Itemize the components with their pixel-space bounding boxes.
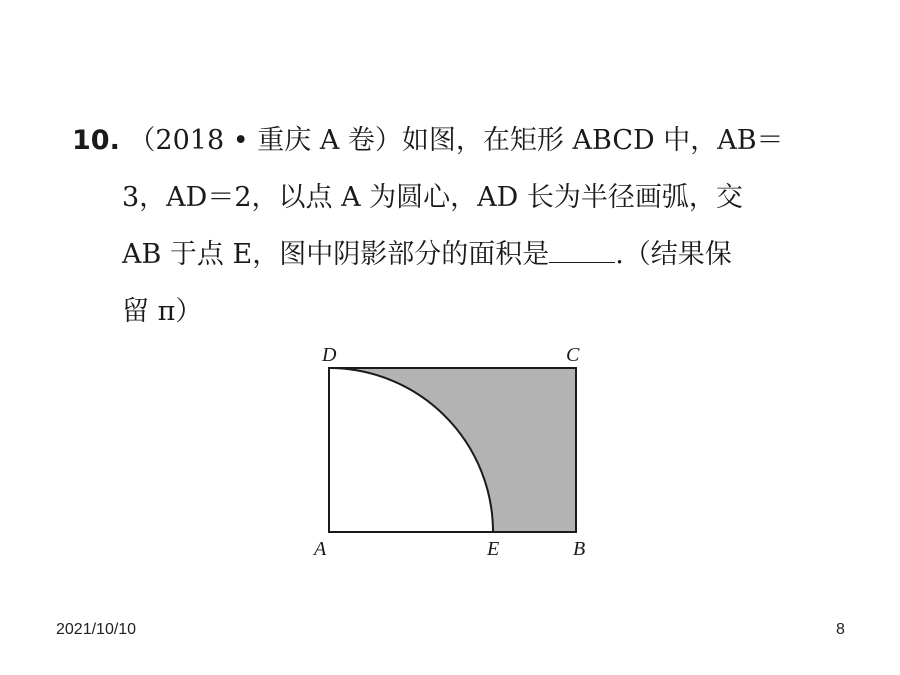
question-text-line-2: 3，AD＝2，以点 A 为圆心，AD 长为半径画弧，交 [122,182,743,213]
question-line-1 [72,112,842,169]
label-b: B [573,538,586,560]
page-number: 8 [836,621,845,638]
question-text-line-1: （2018 • 重庆 A 卷）如图，在矩形 ABCD 中，AB＝ [128,125,784,156]
footer-date: 2021/10/10 [56,621,137,638]
label-d: D [322,344,337,366]
label-c: C [566,344,580,366]
question-line-4 [72,283,842,340]
question-text-line-3b: .（结果保 [615,239,732,270]
shaded-region [329,368,576,532]
question-text-line-4: 留 π） [122,296,203,327]
label-a: A [314,538,327,560]
rectangle-arc-diagram [300,335,610,565]
question-line-3 [72,226,842,283]
geometry-figure [300,335,610,565]
question-block [72,112,842,340]
question-number: 10. [72,125,120,156]
question-line-2 [72,169,842,226]
label-e: E [487,538,500,560]
question-text-line-3a: AB 于点 E，图中阴影部分的面积是 [122,239,550,270]
answer-blank[interactable] [549,236,615,263]
